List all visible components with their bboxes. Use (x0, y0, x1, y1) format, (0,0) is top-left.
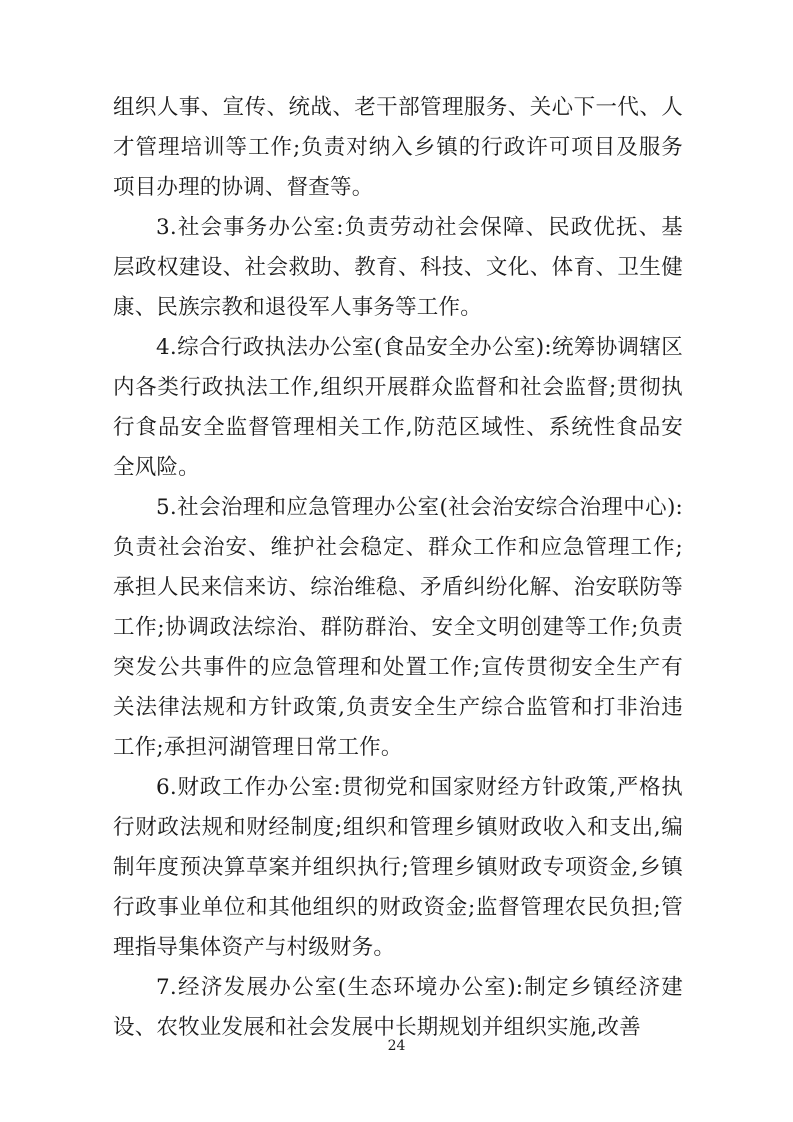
paragraph: 5.社会治理和应急管理办公室(社会治安综合治理中心):负责社会治安、维护社会稳定、群众工作和应急管理工作;承担人民来信来访、综治维稳、矛盾纠纷化解、治安联防等工作;协调政法综治、群防群治、安全文明创建等工作;负责突发公共事件的应急管理和处置工作;宣传贯彻安全生产有关法律法规和方针政策,负责安全生产综合监管和打非治违工作;承担河湖管理日常工作。 (113, 495, 683, 760)
paragraph: 7.经济发展办公室(生态环境办公室):制定乡镇经济建设、农牧业发展和社会发展中长期规划并组织实施,改善 (113, 975, 683, 1040)
paragraph: 组织人事、宣传、统战、老干部管理服务、关心下一代、人才管理培训等工作;负责对纳入乡镇的行政许可项目及服务项目办理的协调、督查等。 (113, 95, 683, 200)
paragraph: 4.综合行政执法办公室(食品安全办公室):统筹协调辖区内各类行政执法工作,组织开展群众监督和社会监督;贯彻执行食品安全监督管理相关工作,防范区域性、系统性食品安全风险。 (113, 335, 683, 480)
page-number: 24 (387, 1038, 406, 1054)
document-body (113, 88, 683, 1048)
paragraph: 3.社会事务办公室:负责劳动社会保障、民政优抚、基层政权建设、社会救助、教育、科技、文化、体育、卫生健康、民族宗教和退役军人事务等工作。 (113, 215, 683, 320)
paragraph: 6.财政工作办公室:贯彻党和国家财经方针政策,严格执行财政法规和财经制度;组织和管理乡镇财政收入和支出,编制年度预决算草案并组织执行;管理乡镇财政专项资金,乡镇行政事业单位和其他组织的财政资金;监督管理农民负担;管理指导集体资产与村级财务。 (113, 775, 683, 960)
